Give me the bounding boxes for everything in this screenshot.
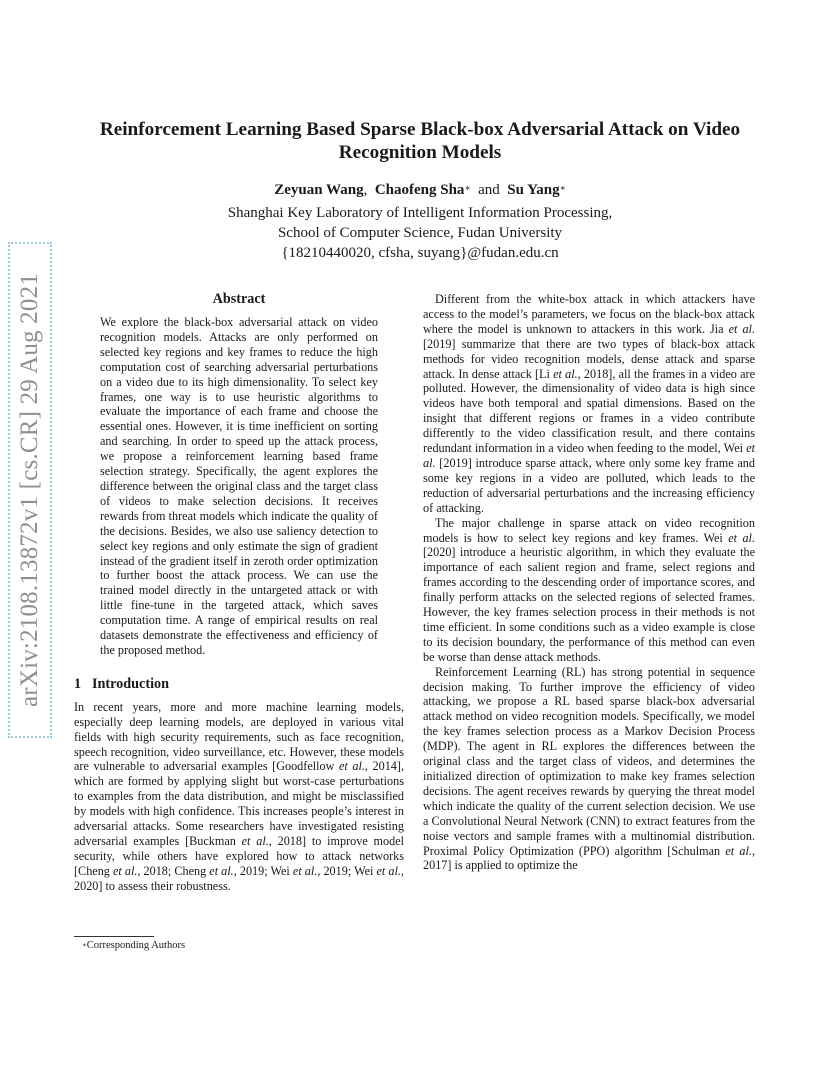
author-emails: {18210440020, cfsha, suyang}@fudan.edu.cn [281,245,559,261]
paragraph-text: [2019] summarize that there are two types of black-box attack methods for video recognition models, dense attack and sparse attack. In dense attack [Li [423,336,755,381]
footnote-mark: ∗ [82,941,87,949]
citation-etal: et al. [376,863,401,878]
citation-etal: et al. [338,759,365,774]
paragraph-text: Reinforcement Learning (RL) has strong potential in sequence decision making. To further improve the efficiency of video attacking, we propose a RL based sparse black-box adversarial attack method on video recognition models. Specifically, we model the key frames selection process as a Markov Decision Process (MDP). The agent in RL explores the differences between the original class and the target class of videos, and determines the initialized direction of optimization to make key frames selection decisions. The agent receives rewards by querying the threat model which indicate the quality of the current selection decision. We use a Convolutional Neural Network (CNN) to extract features from the noise vectors and sample frames with a multinomial distribution. Proximal Policy Optimization (PPO) algorithm [Schulman [423,664,756,858]
citation-etal: et al. [112,863,138,878]
author-name: Chaofeng Sha [374,182,465,198]
abstract-text: We explore the black-box adversarial attack on video recognition models. Attacks are only performed on selected key regions and key frames to reduce the high computation cost of searching adversarial perturbations on a video due to its high dimensionality. To select key frames, one way is to use heuristic algorithms to evaluate the importance of each frame and choose the essential ones. However, it is time inefficient on sorting and searching. In order to speed up the attack process, we propose a reinforcement learning based frame selection strategy. Specifically, the agent explores the difference between the original class and the target class of videos to make selection decisions. It receives rewards from threat models which indicate the quality of the decisions. Besides, we also use saliency detection to select key regions and only estimate the sign of gradient instead of the gradient itself in zeroth order optimization to further boost the attack process. We can use the trained model directly in the untargeted attack or with little fine-tune in the targeted attack, which saves computation time. A range of empirical results on real datasets demonstrate the effectiveness and efficiency of the proposed method. [100,315,378,657]
introduction-paragraph [423,516,755,665]
paragraph-text: , 2018], all the frames in a video are polluted. However, the dimensionality of video data is high since videos have both temporal and spatial dimensions. Based on the insight that different regions or frames in a video contribute differently to the video classification result, and there contains redundant information in a video when feeding to the model, Wei [423,366,755,456]
affiliation-block [80,203,760,263]
citation-etal: et al. [292,863,318,878]
paragraph-text: , 2019; Wei [233,863,293,878]
paper-title [80,118,760,164]
citation-etal: et al. [209,863,234,878]
paragraph-text: , 2014], which are formed by applying slight but worst-case perturbations to examples from the data distribution, and might be misclassified by models with high confidence. This increases people’s interest in adversarial attacks. Some researchers have investigated resisting adversarial examples [Buckman [74,759,404,848]
paragraph-text: , 2017] is applied to optimize the [423,843,756,873]
introduction-paragraph [423,292,755,516]
arxiv-stamp [8,242,52,738]
paragraph-text: , 2020] to assess their robustness. [74,863,404,893]
introduction-paragraph [74,700,404,894]
abstract-heading: Abstract [212,291,266,307]
citation-etal: et al. [728,530,755,545]
paragraph-text: [2020] introduce a heuristic algorithm, in which they evaluate the importance of each salient region and frame, select regions and frames according to the descending order of importance scores, and finally perform attacks on the selected regions of selected frames. However, the key frames selection process in their methods is not time efficient. In some conditions such as a video example is close to its decision boundary, the performance of this method can even be worse than dense attack methods. [423,545,755,664]
citation-etal: et al. [553,366,578,381]
paragraph-text: , 2018] to improve model security, while others have explored how to attack networks [Cheng [74,834,404,878]
corresponding-mark: ∗ [464,183,471,193]
right-column [423,292,755,873]
section-number: 1 [74,675,82,692]
affiliation-line-2: School of Computer Science, Fudan University [277,225,563,241]
footnote-rule [74,936,154,937]
introduction-body [74,700,404,894]
paragraph-text: The major challenge in sparse attack on video recognition models is how to select key regions and key frames. Wei [423,515,755,545]
author-name: Su Yang [507,182,560,198]
section-heading-introduction [74,675,404,693]
paragraph-text: Different from the white-box attack in which attackers have access to the model’s parameters, we focus on the black-box attack where the model is unknown to attackers in this work. Jia [423,292,755,336]
introduction-body-continued [423,292,755,873]
paragraph-text: , 2018; Cheng [137,863,210,878]
citation-etal: et al. [241,834,269,848]
paragraph-text: , 2019; Wei [317,863,377,878]
paragraph-text: In recent years, more and more machine learning models, especially deep learning models, are deployed in various vital fields with high security requirements, such as face recognition, speech recognition, video surveillance, etc. However, these models are vulnerable to adversarial examples [Goodfellow [74,699,404,774]
title-line-1: Reinforcement Learning Based Sparse Black-box Adversarial Attack on Video [99,119,741,140]
author-name: Zeyuan Wang [274,182,364,198]
footnote [82,939,185,952]
corresponding-mark: ∗ [559,183,566,193]
author-separator: , [363,182,368,198]
arxiv-identifier[interactable]: arXiv:2108.13872v1 [cs.CR] 29 Aug 2021 [16,273,43,707]
title-line-2: Recognition Models [338,142,502,163]
section-title: Introduction [92,675,169,692]
footnote-text: Corresponding Authors [86,940,186,951]
left-column [74,290,404,894]
citation-etal: et al. [423,441,755,470]
author-separator: and [478,182,500,198]
author-list [80,180,760,200]
affiliation-line-1: Shanghai Key Laboratory of Intelligent Information Processing, [227,205,613,221]
citation-etal: et al. [728,321,755,336]
citation-etal: et al. [725,843,752,858]
paragraph-text: [2019] introduce sparse attack, where only some key frame and some key regions in a video are polluted, which leads to the reduction of adversarial perturbations and the increasing efficiency of attacking. [423,455,755,515]
introduction-paragraph [423,665,755,874]
